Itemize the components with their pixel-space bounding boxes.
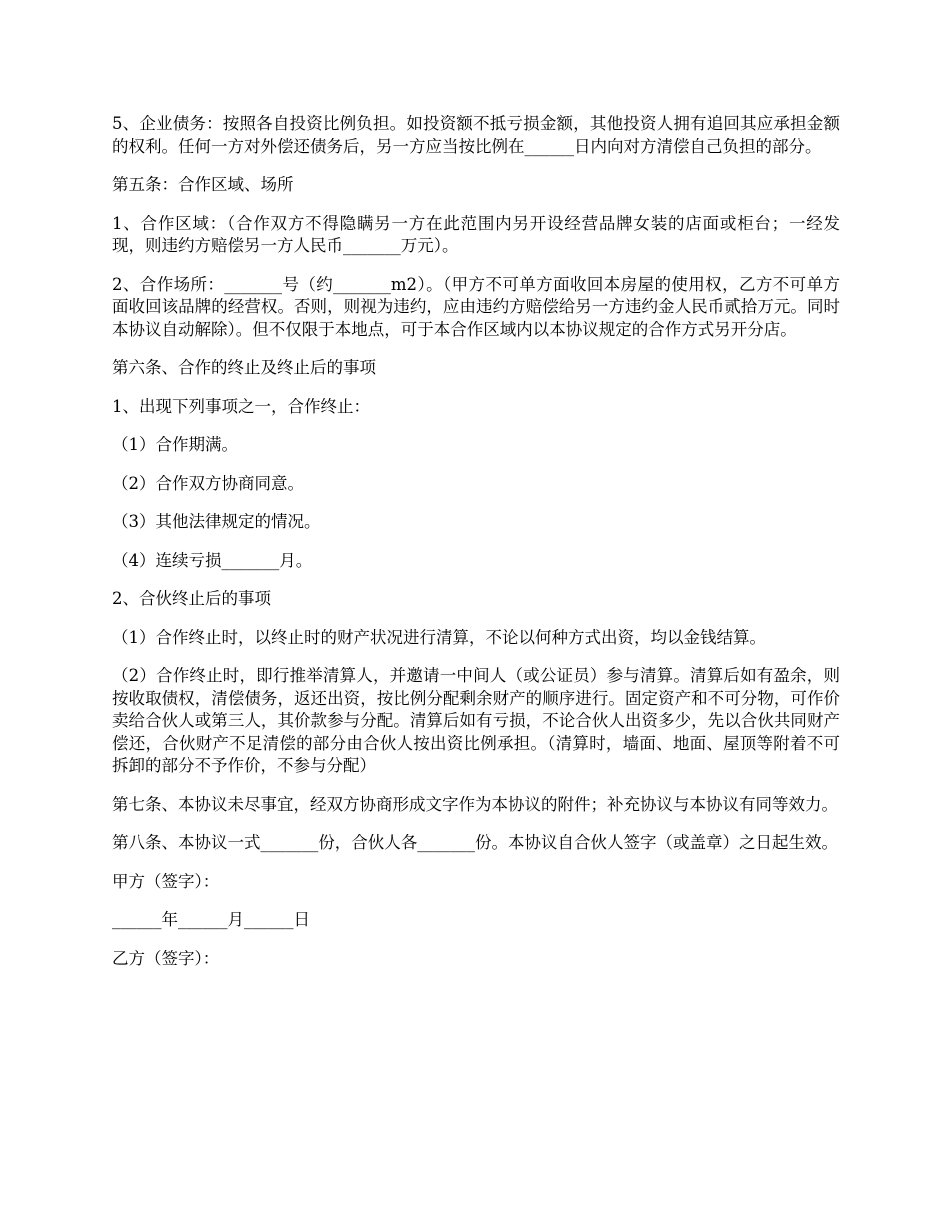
paragraph-debt-clause: 5、企业债务：按照各自投资比例负担。如投资额不抵亏损金额，其他投资人拥有追回其应承担金额的权利。任何一方对外偿还债务后，另一方应当按比例在______日内向对方清偿自己负担的部分。 bbox=[112, 114, 840, 156]
paragraph-article-8: 第八条、本协议一式_______份，合伙人各_______份。本协议自合伙人签字（或盖章）之日起生效。 bbox=[112, 833, 838, 852]
document-body bbox=[112, 113, 840, 986]
list-item-liquidator-procedure: （2）合作终止时，即行推举清算人，并邀请一中间人（或公证员）参与清算。清算后如有盈余，则按收取债权，清偿债务，返还出资，按比例分配剩余财产的顺序进行。固定资产和不可分物，可作价卖给合伙人或第三人，其价款参与分配。清算后如有亏损，不论合伙人出资多少，先以合伙共同财产偿还，合伙财产不足清偿的部分由合伙人按出资比例承担。（清算时，墙面、地面、屋顶等附着不可拆卸的部分不予作价，不参与分配） bbox=[112, 666, 840, 775]
paragraph-cooperation-venue: 2、合作场所：_______号（约_______m2）。（甲方不可单方面收回本房屋的使用权，乙方不可单方面收回该品牌的经营权。否则，则视为违约，应由违约方赔偿给另一方违约金人民币贰拾万元。同时本协议自动解除）。但不仅限于本地点，可于本合作区域内以本协议规定的合作方式另开分店。 bbox=[112, 274, 840, 339]
list-item-liquidation-settlement: （1）合作终止时，以终止时的财产状况进行清算，不论以何种方式出资，均以金钱结算。 bbox=[112, 627, 766, 647]
list-item-legal-provisions: （3）其他法律规定的情况。 bbox=[112, 512, 321, 531]
list-item-continuous-loss: （4）连续亏损_______月。 bbox=[112, 550, 313, 570]
paragraph-article-7: 第七条、本协议未尽事宜，经双方协商形成文字作为本协议的附件；补充协议与本协议有同等效力。 bbox=[112, 794, 838, 814]
heading-article-6: 第六条、合作的终止及终止后的事项 bbox=[112, 358, 376, 377]
signature-party-a: 甲方（签字）： bbox=[112, 871, 220, 891]
paragraph-post-termination: 2、合伙终止后的事项 bbox=[112, 589, 271, 608]
signature-party-b: 乙方（签字）： bbox=[112, 948, 220, 968]
list-item-term-expired: （1）合作期满。 bbox=[112, 435, 238, 454]
paragraph-cooperation-area: 1、合作区域：（合作双方不得隐瞒另一方在此范围内另开设经营品牌女装的店面或柜台；一经发现，则违约方赔偿另一方人民币_______万元）。 bbox=[112, 213, 840, 255]
paragraph-termination-conditions: 1、出现下列事项之一，合作终止： bbox=[112, 396, 370, 416]
signature-date: ______年______月______日 bbox=[112, 910, 310, 929]
heading-article-5: 第五条：合作区域、场所 bbox=[112, 175, 294, 194]
list-item-mutual-agreement: （2）合作双方协商同意。 bbox=[112, 473, 304, 493]
